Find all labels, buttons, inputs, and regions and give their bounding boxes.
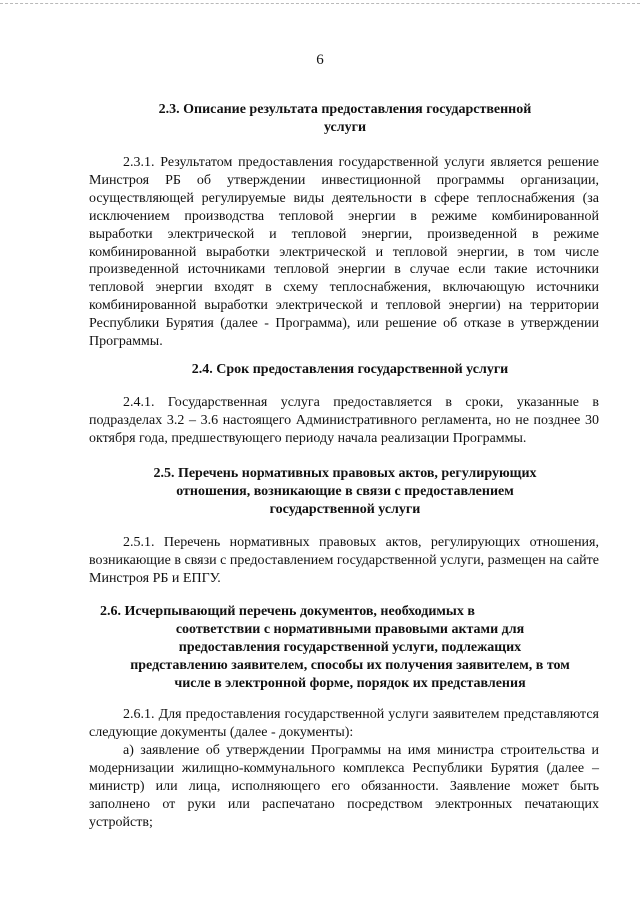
scan-top-edge xyxy=(0,3,640,4)
section-2-4-paragraph xyxy=(89,394,599,448)
heading-line: 2.6. Исчерпывающий перечень документов, необходимых в xyxy=(100,604,475,619)
section-2-6-heading xyxy=(80,603,620,693)
section-2-6-paragraph-1 xyxy=(89,706,599,742)
heading-line: соответствии с нормативными правовыми актами для xyxy=(175,622,525,637)
paragraph-text: 2.4.1. Государственная услуга предоставляется в сроки, указанные в подразделах 3.2 – 3.6 настоящего Административного регламента, но не позднее 30 октября года, предшествующего периоду начала реализации Программы. xyxy=(89,395,599,446)
paragraph-text: 2.5.1. Перечень нормативных правовых актов, регулирующих отношения, возникающие в связи с предоставлением государственной услуги, размещен на сайте Минстроя РБ и ЕПГУ. xyxy=(89,535,599,586)
paragraph-text: а) заявление об утверждении Программы на имя министра строительства и модернизации жилищно-коммунального комплекса Республики Бурятия (далее – министр) или лица, исполняющего его обязанности. Заявление может быть заполнено от руки или распечатано посредством электронных печатающих устройств; xyxy=(89,743,599,830)
section-2-3-heading xyxy=(90,101,600,137)
paragraph-text: 2.6.1. Для предоставления государственной услуги заявителем представляются следующие документы (далее - документы): xyxy=(89,707,599,740)
heading-line: 2.3. Описание результата предоставления государственной xyxy=(158,102,532,117)
heading-line: услуги xyxy=(323,120,367,135)
section-2-4-heading xyxy=(130,361,570,379)
heading-line: 2.5. Перечень нормативных правовых актов, регулирующих xyxy=(153,466,537,481)
heading-line: отношения, возникающие в связи с предоставлением xyxy=(176,484,514,499)
heading-line: государственной услуги xyxy=(269,502,421,517)
section-2-3-paragraph xyxy=(89,154,599,351)
heading-line: 2.4. Срок предоставления государственной услуги xyxy=(191,362,509,377)
heading-line: предоставления государственной услуги, подлежащих xyxy=(178,640,522,655)
section-2-5-heading xyxy=(90,465,600,519)
section-2-6-paragraph-2 xyxy=(89,742,599,832)
section-2-5-paragraph xyxy=(89,534,599,588)
paragraph-text: 2.3.1. Результатом предоставления государственной услуги является решение Минстроя РБ об утверждении инвестиционной программы организации, осуществляющей регулируемые виды деятельности в сфере теплоснабжения (за исключением производства тепловой энергии в режиме комбинированной выработки электрической и тепловой энергии, произведенной в режиме комбинированной выработки электрической и тепловой энергии, в том числе произведенной источниками тепловой энергии в случае если такие источники тепловой энергии входят в схему теплоснабжения, включающую источники комбинированной выработки электрической и тепловой энергии) на территории Республики Бурятия (далее - Программа), или решение об отказе в утверждении Программы. xyxy=(89,155,599,350)
heading-line: числе в электронной форме, порядок их представления xyxy=(174,676,526,691)
heading-line: представлению заявителем, способы их получения заявителем, в том xyxy=(130,658,570,673)
page-number: 6 xyxy=(316,52,324,68)
